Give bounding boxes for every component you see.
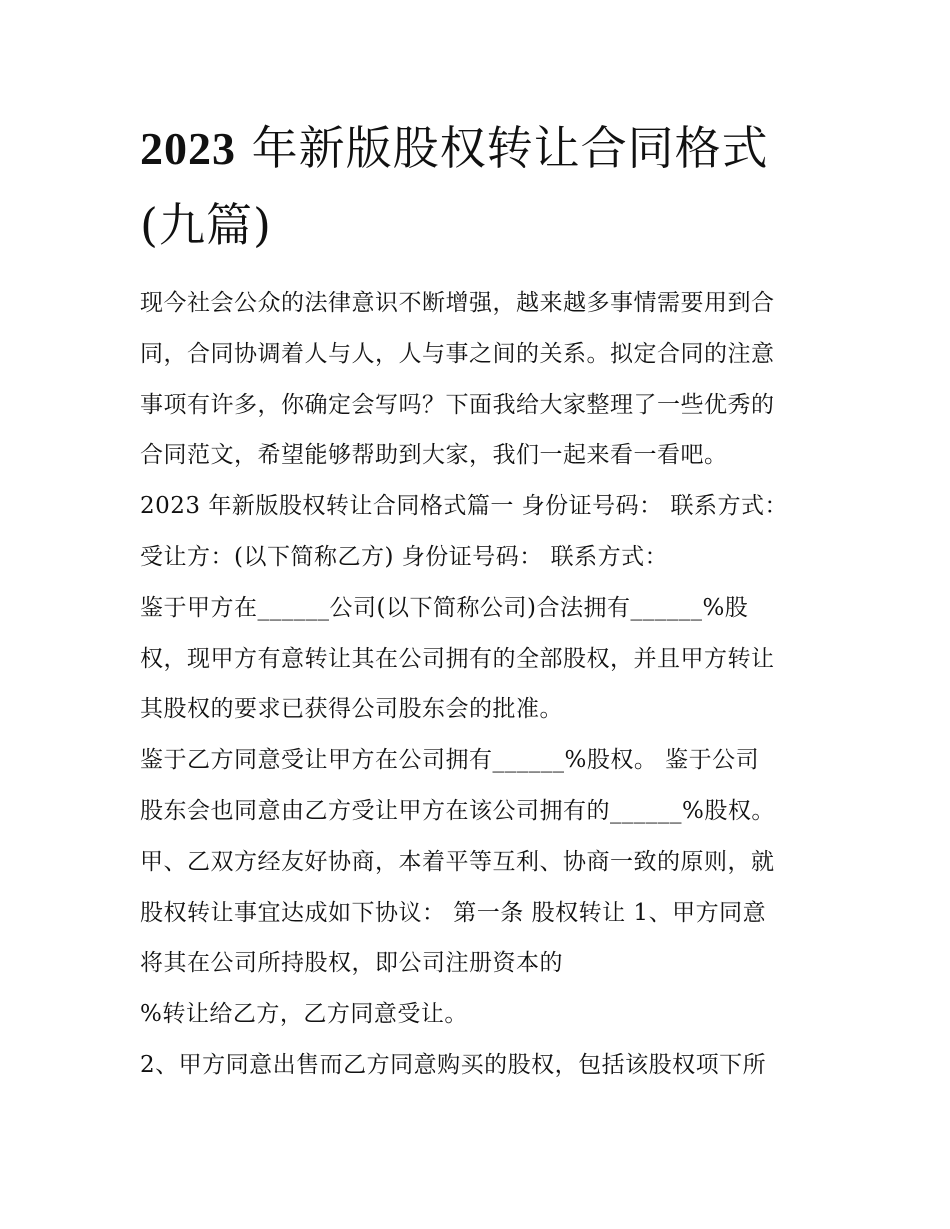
document-title <box>140 110 830 263</box>
body-line: 同，合同协调着人与人，人与事之间的关系。拟定合同的注意 <box>140 340 775 367</box>
body-line: 现今社会公众的法律意识不断增强，越来越多事情需要用到合 <box>140 290 775 316</box>
body-line: 甲、乙双方经友好协商，本着平等互利、协商一致的原则，就 <box>140 848 775 875</box>
title-line2: (九篇) <box>140 198 272 252</box>
body-line: 2、甲方同意出售而乙方同意购买的股权，包括该股权项下所 <box>140 1051 767 1078</box>
title-year: 2023 <box>140 123 236 174</box>
body-line: 股东会也同意由乙方受让甲方在该公司拥有的______%股权。 <box>140 797 775 824</box>
body-line: 股权转让事宜达成如下协议： 第一条 股权转让 1、甲方同意 <box>140 899 767 926</box>
body-line: 鉴于甲方在______公司(以下简称公司)合法拥有______%股 <box>140 594 749 621</box>
body-line: %转让给乙方，乙方同意受让。 <box>140 1001 468 1028</box>
body-line: 将其在公司所持股权，即公司注册资本的 <box>140 950 563 977</box>
body-line: 鉴于乙方同意受让甲方在公司拥有______%股权。 鉴于公司 <box>140 747 760 774</box>
document-body <box>140 278 830 1091</box>
body-line: 2023 年新版股权转让合同格式篇一 身份证号码： 联系方式： <box>140 493 788 520</box>
body-line: 权，现甲方有意转让其在公司拥有的全部股权，并且甲方转让 <box>140 645 775 672</box>
body-line: 合同范文，希望能够帮助到大家，我们一起来看一看吧。 <box>140 442 728 469</box>
body-line: 受让方：(以下简称乙方) 身份证号码： 联系方式： <box>140 543 669 570</box>
body-line: 事项有许多，你确定会写吗？下面我给大家整理了一些优秀的 <box>140 391 775 418</box>
title-line1: 年新版股权转让合同格式 <box>251 121 769 175</box>
body-line: 其股权的要求已获得公司股东会的批准。 <box>140 696 563 723</box>
